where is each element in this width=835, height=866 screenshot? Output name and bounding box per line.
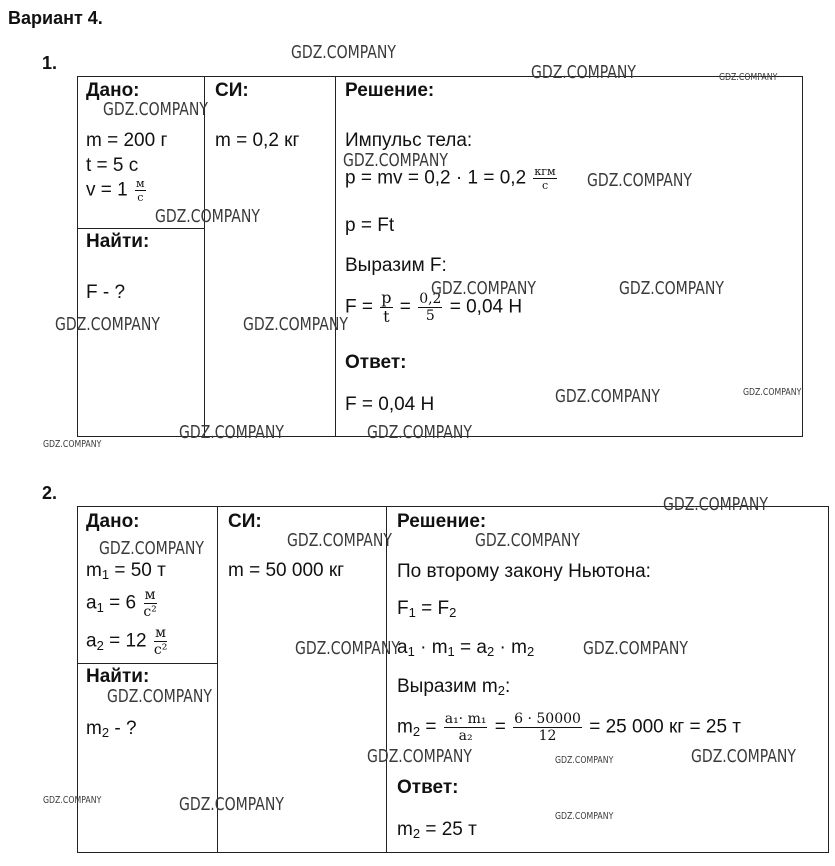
task-1-divider-solution (335, 76, 336, 437)
task-1-given-time: t = 5 с (86, 155, 139, 176)
watermark: GDZ.COMPANY (587, 170, 692, 191)
task-1-answer-value: F = 0,04 Н (345, 394, 435, 415)
watermark: GDZ.COMPANY (743, 387, 802, 398)
task-2-number: 2. (42, 483, 58, 503)
task-1-number: 1. (42, 53, 58, 73)
task-1-given-mass: m = 200 г (86, 130, 168, 151)
task-1-divider-si (204, 76, 205, 437)
task-1-answer-header: Ответ: (345, 352, 407, 373)
watermark: GDZ.COMPANY (663, 494, 768, 515)
task-2-solution-line-5: m2 = $\frac{\text{a₁· m₁}}{\text{a₂}}$ = $\frac{6 \cdot 50000}{12}$ = 25 000 кг = 25 т (397, 711, 741, 744)
task-2-divider-solution (386, 506, 387, 853)
watermark: GDZ.COMPANY (343, 150, 448, 171)
watermark: GDZ.COMPANY (43, 439, 102, 450)
task-2-solution-line-4: Выразим m2: (397, 676, 511, 698)
watermark: GDZ.COMPANY (531, 62, 636, 83)
page-title: Вариант 4. (8, 8, 103, 28)
watermark: GDZ.COMPANY (555, 386, 660, 407)
task-2-answer-value: m2 = 25 т (397, 819, 477, 841)
watermark: GDZ.COMPANY (691, 746, 796, 767)
watermark: GDZ.COMPANY (179, 422, 284, 443)
watermark: GDZ.COMPANY (719, 72, 778, 83)
task-1-dano-header: Дано: (86, 80, 140, 101)
watermark: GDZ.COMPANY (243, 314, 348, 335)
task-1-find-value: F - ? (86, 282, 126, 303)
task-1-solution-header: Решение: (345, 80, 435, 101)
task-1-si-value: m = 0,2 кг (215, 130, 300, 151)
task-2-answer-header: Ответ: (397, 777, 459, 798)
task-2-si-value: m = 50 000 кг (228, 560, 345, 581)
watermark: GDZ.COMPANY (475, 530, 580, 551)
task-1-find-header: Найти: (86, 231, 150, 252)
task-2-dano-header: Дано: (86, 511, 140, 532)
watermark: GDZ.COMPANY (99, 538, 204, 559)
watermark: GDZ.COMPANY (155, 206, 260, 227)
task-2-si-header: СИ: (228, 511, 262, 532)
watermark: GDZ.COMPANY (179, 794, 284, 815)
task-1-given-velocity: v = 1 $\frac{м}{с}$ (86, 177, 145, 204)
watermark: GDZ.COMPANY (367, 746, 472, 767)
task-2-solution-line-1: По второму закону Ньютона: (397, 561, 651, 582)
task-1-divider-find (77, 228, 205, 229)
task-2-given-mass: m1 = 50 т (86, 560, 166, 582)
task-2-solution-line-2: F1 = F2 (397, 598, 457, 620)
watermark: GDZ.COMPANY (287, 530, 392, 551)
watermark: GDZ.COMPANY (43, 795, 102, 806)
task-2-given-accel-2: a2 = 12 $\frac{м}{\text{c²}}$ (86, 625, 168, 658)
watermark: GDZ.COMPANY (291, 42, 396, 63)
task-2-solution-line-3: a1 · m1 = a2 · m2 (397, 637, 535, 659)
watermark: GDZ.COMPANY (431, 278, 536, 299)
task-2-given-accel-1: a1 = 6 $\frac{м}{\text{c²}}$ (86, 587, 157, 620)
task-1-solution-line-5: F = $\frac{p}{t}$ = $\frac{0,2}{5}$ = 0,04 Н (345, 288, 523, 326)
watermark: GDZ.COMPANY (295, 638, 400, 659)
watermark: GDZ.COMPANY (367, 422, 472, 443)
task-1-solution-line-1: Импульс тела: (345, 130, 473, 151)
task-1-si-header: СИ: (215, 80, 249, 101)
task-2-solution-header: Решение: (397, 511, 487, 532)
watermark: GDZ.COMPANY (555, 755, 614, 766)
task-1-solution-line-3: p = Ft (345, 215, 395, 236)
watermark: GDZ.COMPANY (55, 314, 160, 335)
task-1-solution-line-2: p = mv = 0,2 · 1 = 0,2 $\frac{\text{кгм}}{с}$ (345, 165, 556, 192)
task-2-find-value: m2 - ? (86, 718, 137, 740)
watermark: GDZ.COMPANY (103, 99, 208, 120)
watermark: GDZ.COMPANY (583, 638, 688, 659)
watermark: GDZ.COMPANY (107, 686, 212, 707)
task-2-divider-find (77, 663, 218, 664)
task-2-find-header: Найти: (86, 666, 150, 687)
watermark: GDZ.COMPANY (619, 278, 724, 299)
task-1-solution-line-4: Выразим F: (345, 255, 447, 276)
watermark: GDZ.COMPANY (555, 811, 614, 822)
